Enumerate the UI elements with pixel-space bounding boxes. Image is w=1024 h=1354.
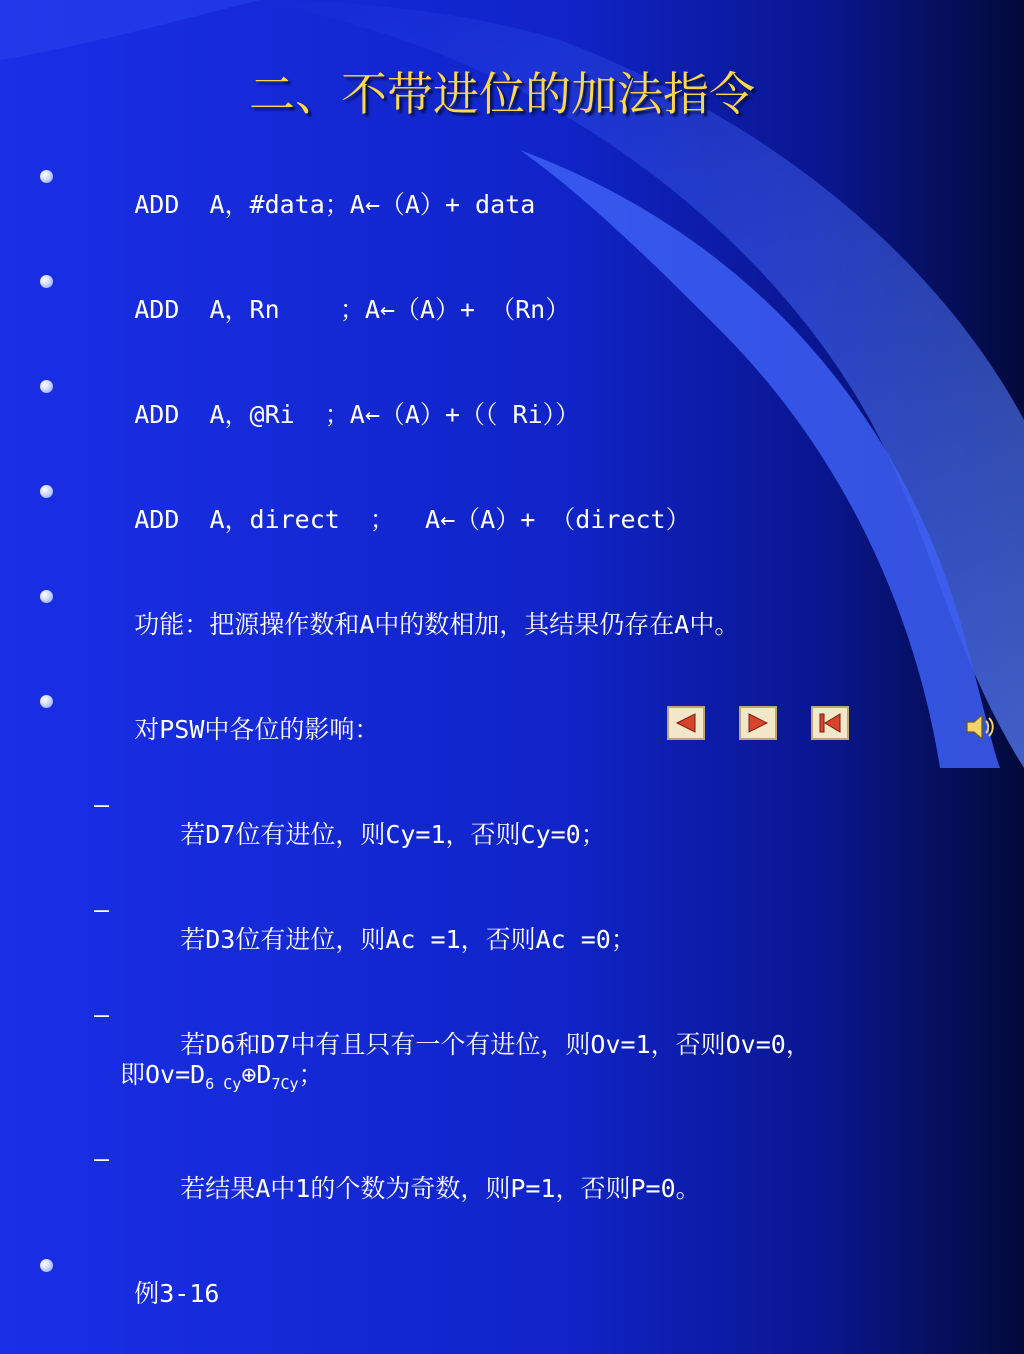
sub-item-text: 若D3位有进位，则Ac =1，否则Ac =0； <box>180 925 636 954</box>
list-item-text: ADD A，#data；A←（A）+ data <box>134 190 536 219</box>
speaker-icon[interactable] <box>963 710 997 744</box>
list-item <box>38 265 998 355</box>
dash-bullet: – <box>94 790 110 819</box>
slide-title: 二、不带进位的加法指令 <box>249 67 755 121</box>
end-button[interactable] <box>811 706 849 740</box>
list-item <box>38 475 998 565</box>
dash-bullet: – <box>94 1144 110 1173</box>
sub-list-item <box>38 1144 998 1234</box>
bullet-icon <box>40 170 53 183</box>
triangle-left-icon <box>673 711 699 735</box>
slide-content <box>38 160 998 1354</box>
end-icon <box>817 711 843 735</box>
list-item-text: ADD A，Rn ；A←（A）+ （Rn） <box>134 295 571 324</box>
bullet-icon <box>40 590 53 603</box>
triangle-right-icon <box>745 711 771 735</box>
bullet-icon <box>40 695 53 708</box>
subscript: 6 Cy <box>205 1075 242 1093</box>
list-item <box>38 370 998 460</box>
sub-item-text: 若结果A中1的个数为奇数，则P=1，否则P=0。 <box>180 1174 701 1203</box>
sub-item-text: 若D7位有进位，则Cy=1，否则Cy=0； <box>180 820 606 849</box>
list-item-text: ADD A，@Ri ；A←（A）+（（ Ri）） <box>134 400 581 429</box>
list-item <box>38 580 998 670</box>
prev-button[interactable] <box>667 706 705 740</box>
list-item-text: 例3-16 <box>134 1279 220 1308</box>
list-item-text: ADD A，direct ； A←（A）+ （direct） <box>134 505 691 534</box>
xor-operator: ⊕D <box>241 1060 272 1089</box>
list-item <box>38 685 998 775</box>
subscript: 7Cy <box>271 1075 299 1093</box>
sub-list-item <box>38 895 998 985</box>
dash-bullet: – <box>94 895 110 924</box>
sub-list-item <box>38 1000 998 1129</box>
list-item <box>38 160 998 250</box>
bullet-icon <box>40 380 53 393</box>
sub-item-end: ； <box>298 1060 324 1089</box>
list-item-text: 功能：把源操作数和A中的数相加，其结果仍存在A中。 <box>134 610 740 639</box>
sub-list-item <box>38 790 998 880</box>
bullet-icon <box>40 485 53 498</box>
sub-item-text-cont: 即Ov=D <box>120 1060 206 1089</box>
bullet-icon <box>40 1259 53 1272</box>
dash-bullet: – <box>94 1000 110 1029</box>
sub-item-text: 若D6和D7中有且只有一个有进位，则Ov=1，否则Ov=0， <box>180 1030 811 1059</box>
list-item-text: 对PSW中各位的影响： <box>134 715 380 744</box>
list-item <box>38 1249 998 1339</box>
bullet-icon <box>40 275 53 288</box>
next-button[interactable] <box>739 706 777 740</box>
